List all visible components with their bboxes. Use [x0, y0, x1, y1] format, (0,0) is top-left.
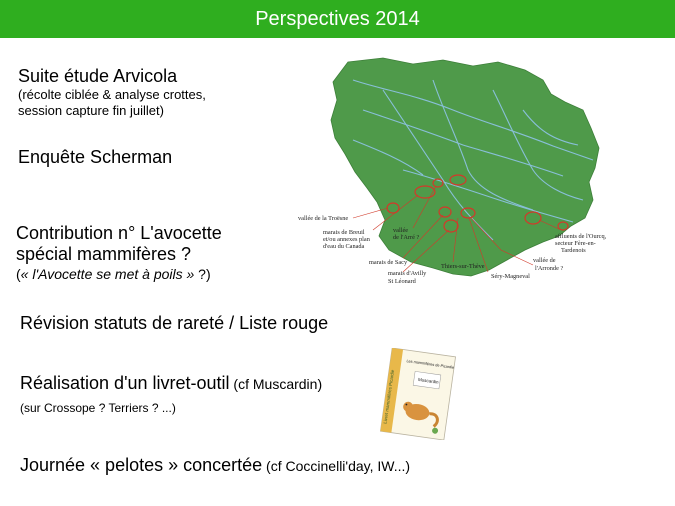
booklet-cover-image [378, 348, 458, 440]
map-label-sery: Séry-Magneval [491, 273, 530, 280]
map-label-sacy: marais de Sacy [369, 259, 408, 266]
item-livret [20, 373, 322, 415]
map-label-avilly-1: marais d'Avilly [388, 270, 427, 277]
item-avocette-sub-italic: « l'Avocette se met à poils » [20, 266, 195, 282]
item-livret-title: Réalisation d'un livret-outil [20, 373, 230, 393]
map-label-ardre-2: l'Arronde ? [535, 265, 564, 272]
booklet-title-1: Les mammifères de Picardie [406, 359, 455, 370]
slide-header [0, 0, 675, 38]
item-avocette-sub-close: ?) [194, 266, 211, 282]
map-label-thiers: Thiers-sur-Thève [441, 263, 485, 270]
map-label-troesne: vallée de la Troësne [298, 215, 349, 222]
map-label-breuil-2: et/ou annexes plan [323, 236, 370, 243]
item-scherman: Enquête Scherman [18, 147, 173, 167]
map-label-arre-1: vallée [393, 227, 409, 234]
item-avocette-line-1: Contribution n° L'avocette [16, 223, 222, 243]
item-arvicola-detail-1: (récolte ciblée & analyse crottes, [18, 87, 206, 102]
map-label-breuil-1: marais de Breuil [323, 229, 365, 236]
item-livret-detail: (sur Crossope ? Terriers ? ...) [20, 401, 176, 415]
picardie-map [293, 50, 613, 300]
item-journee-aside: (cf Coccinelli'day, IW...) [262, 458, 411, 474]
map-label-avilly-2: St Léonard [388, 278, 416, 285]
item-arvicola [18, 66, 206, 119]
slide-title: Perspectives 2014 [255, 7, 420, 30]
item-avocette-sub [16, 265, 222, 283]
item-journee [20, 455, 410, 476]
map-label-ourcq-1: affluents de l'Ourcq, [555, 233, 607, 240]
item-avocette-line-2: spécial mammifères ? [16, 244, 192, 264]
map-label-ourcq-3: Tardenois [561, 247, 586, 254]
map-label-breuil-3: d'eau du Canada [323, 243, 365, 250]
item-journee-title: Journée « pelotes » concertée [20, 455, 263, 475]
map-label-ourcq-2: secteur Fère-en- [555, 240, 596, 247]
item-arvicola-detail-2: session capture fin juillet) [18, 103, 164, 118]
map-label-arre-2: de l'Arré ? [393, 234, 420, 241]
item-revision: Révision statuts de rareté / Liste rouge [20, 313, 329, 333]
item-arvicola-title: Suite étude Arvicola [18, 66, 178, 86]
item-avocette [16, 223, 222, 283]
booklet-title-2: Muscardin [417, 376, 439, 385]
item-avocette-sub-open: ( [16, 266, 21, 282]
map-label-ardre-1: vallée de [533, 257, 556, 264]
booklet-spine-text: Livret mammifères Picardie [382, 369, 396, 425]
item-livret-aside: (cf Muscardin) [229, 376, 323, 392]
